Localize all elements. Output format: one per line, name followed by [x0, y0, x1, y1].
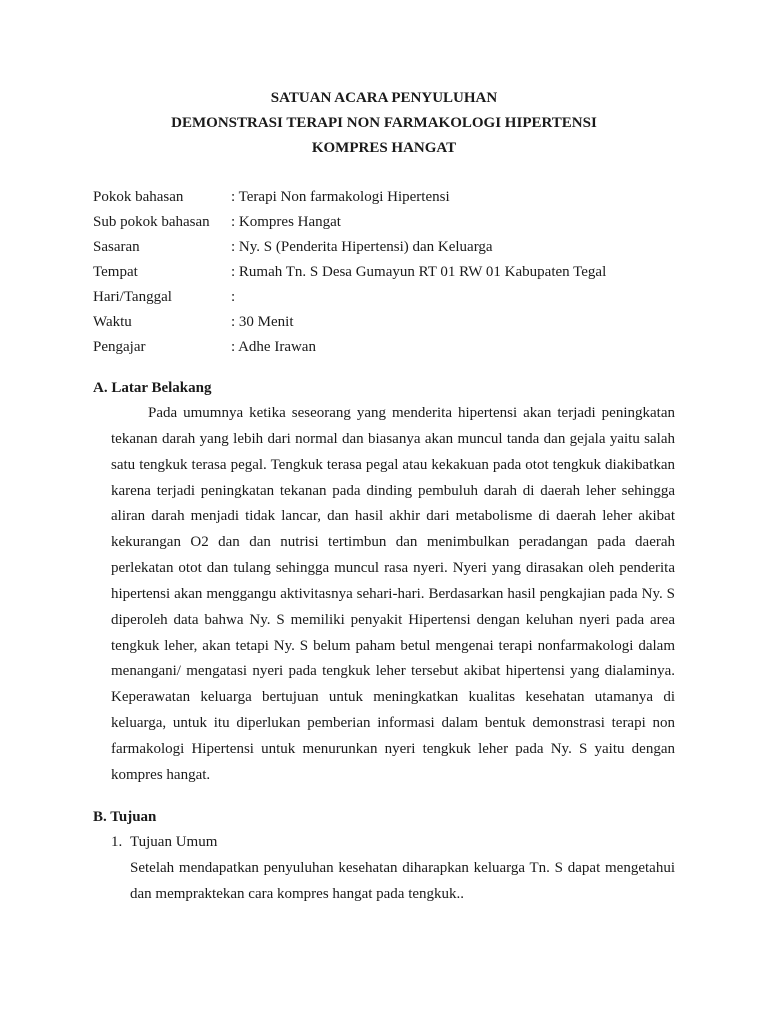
section-a-heading: A. Latar Belakang — [93, 380, 212, 396]
subsection-tujuan-umum — [111, 830, 217, 855]
info-value: : Rumah Tn. S Desa Gumayun RT 01 RW 01 Kabupaten Tegal — [231, 264, 607, 280]
info-value: : Terapi Non farmakologi Hipertensi — [231, 189, 450, 205]
document-title-block — [0, 86, 768, 161]
info-row — [93, 260, 606, 285]
info-value: : Ny. S (Penderita Hipertensi) dan Keluarga — [231, 239, 493, 255]
info-label: Waktu — [93, 314, 132, 330]
info-label: Tempat — [93, 264, 138, 280]
info-row — [93, 335, 606, 360]
info-label: Sub pokok bahasan — [93, 214, 210, 230]
info-row — [93, 310, 606, 335]
info-value: : Kompres Hangat — [231, 214, 341, 230]
info-label: Hari/Tanggal — [93, 289, 172, 305]
info-row — [93, 210, 606, 235]
info-label: Pengajar — [93, 339, 146, 355]
info-row — [93, 185, 606, 210]
info-row — [93, 285, 606, 310]
document-topic: KOMPRES HANGAT — [311, 140, 457, 156]
subsection-number: 1. — [111, 834, 123, 850]
info-label: Sasaran — [93, 239, 140, 255]
info-value: : Adhe Irawan — [231, 339, 316, 355]
info-table — [93, 185, 606, 360]
subsection-title: Tujuan Umum — [130, 834, 218, 850]
info-value: : 30 Menit — [231, 314, 294, 330]
info-label: Pokok bahasan — [93, 189, 184, 205]
info-row — [93, 235, 606, 260]
document-title: SATUAN ACARA PENYULUHAN — [270, 90, 498, 106]
document-subtitle: DEMONSTRASI TERAPI NON FARMAKOLOGI HIPERTENSI — [171, 115, 597, 131]
subsection-paragraph: Setelah mendapatkan penyuluhan kesehatan diharapkan keluarga Tn. S dapat mengetahui dan mempraktekan cara kompres hangat pada tengkuk.. — [130, 860, 675, 902]
info-value: : — [231, 289, 236, 305]
section-b-heading: B. Tujuan — [93, 809, 157, 825]
section-a-paragraph: Pada umumnya ketika seseorang yang menderita hipertensi akan terjadi peningkatan tekanan darah yang lebih dari normal dan biasanya akan muncul tanda dan gejala yaitu salah satu tengkuk terasa pegal. Tengkuk terasa pegal atau kekakuan pada otot tengkuk diakibatkan karena terjadi peningkatan tekanan pada dinding pembuluh darah di daerah leher sehingga aliran darah menjadi tidak lancar, dan hasil akhir dari metabolisme di daerah leher akibat kekurangan O2 dan dan nutrisi tertimbun dan menimbulkan peradangan pada daerah perlekatan otot dan tulang sehingga muncul rasa nyeri. Nyeri yang dirasakan oleh penderita hipertensi akan menggangu aktivitasnya sehari-hari. Berdasarkan hasil pengkajian pada Ny. S diperoleh data bahwa Ny. S memiliki penyakit Hipertensi dengan keluhan nyeri pada area tengkuk leher, akan tetapi Ny. S belum paham betul mengenai terapi nonfarmakologi dalam menangani/ mengatasi nyeri pada tengkuk leher tersebut akibat hipertensi yang dialaminya. Keperawatan keluarga bertujuan untuk meningkatkan kualitas kesehatan utamanya di keluarga, untuk itu diperlukan pemberian informasi dalam bentuk demonstrasi terapi non farmakologi Hipertensi untuk menurunkan nyeri tengkuk leher pada Ny. S yaitu dengan kompres hangat. — [111, 405, 675, 783]
